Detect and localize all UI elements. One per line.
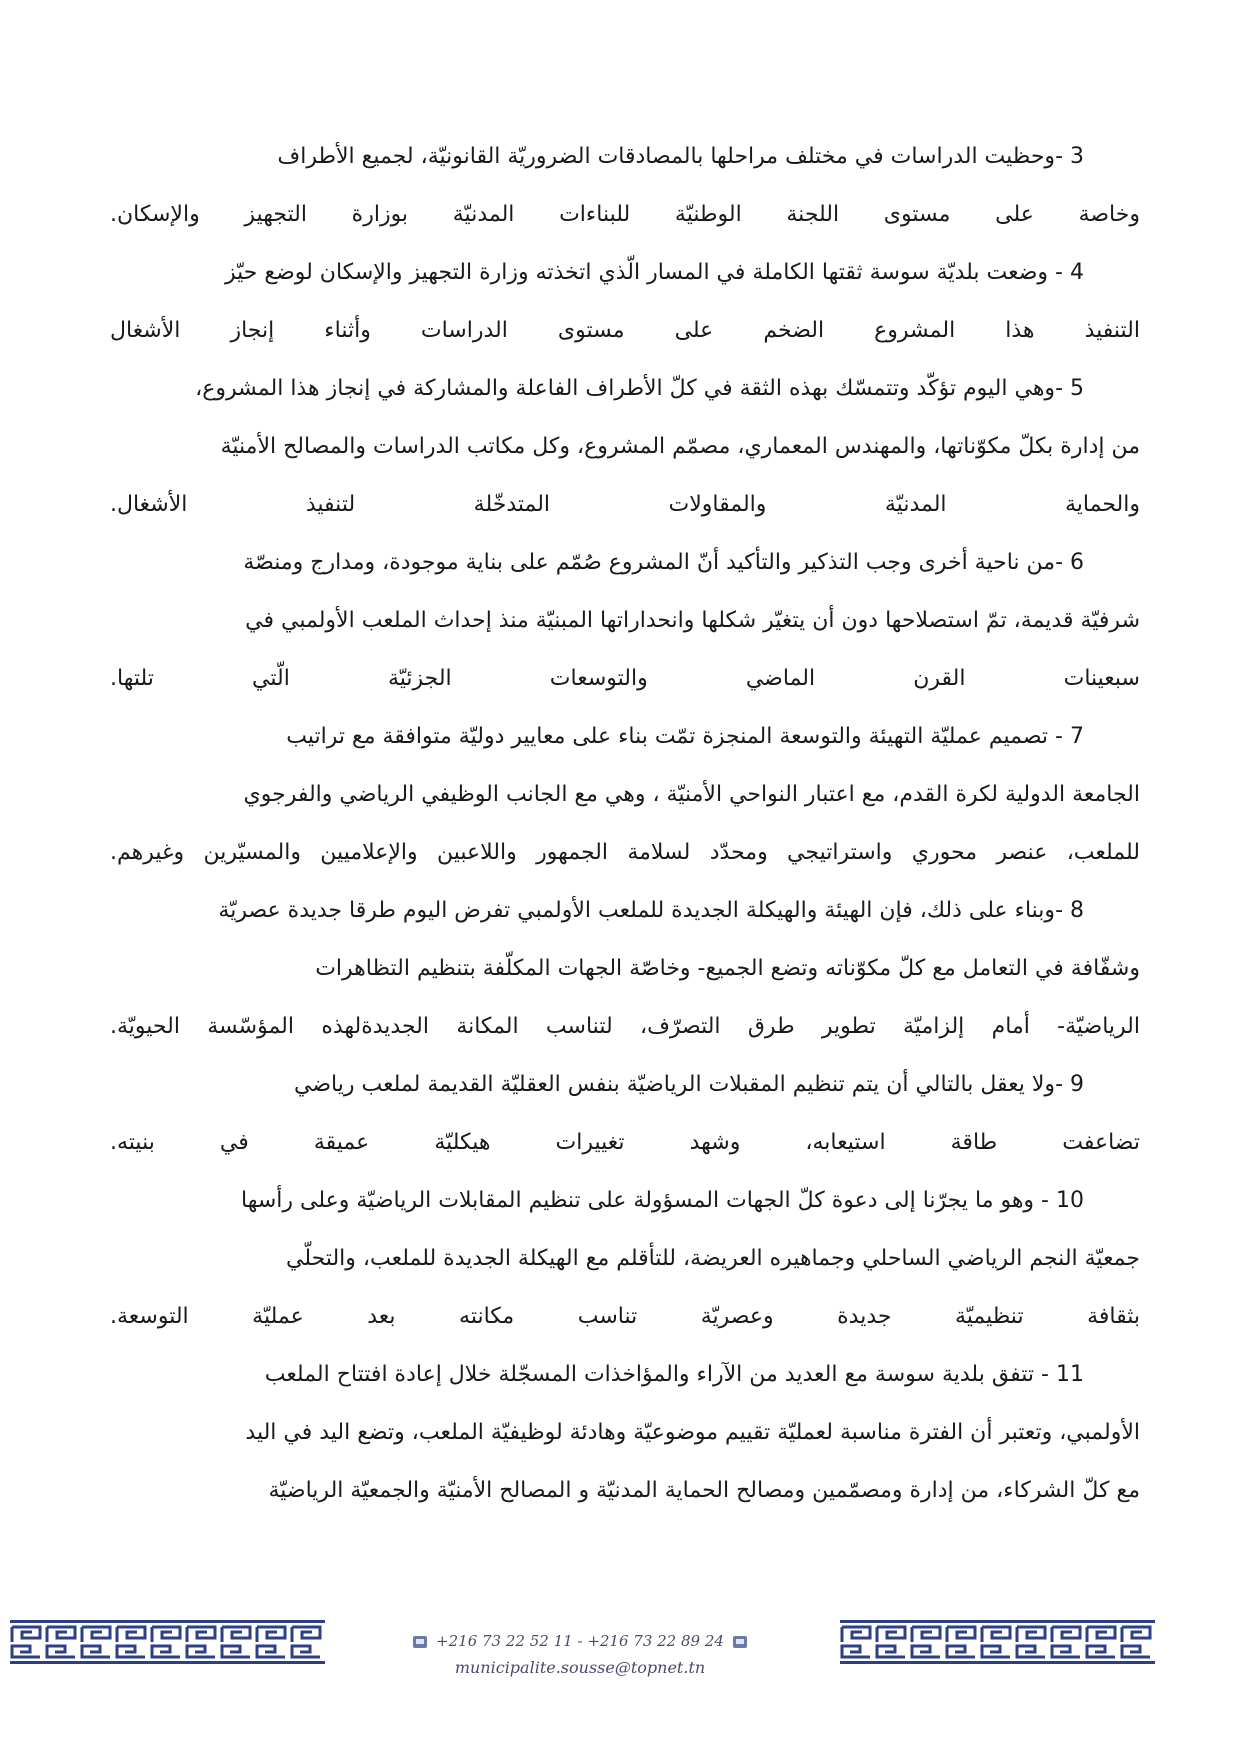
paragraph-5-line-3: والحماية المدنيّة والمقاولات المتدخّلة لتنفيذ الأشغال.: [110, 492, 1140, 517]
email-address: municipalite.sousse@topnet.tn: [454, 1658, 706, 1677]
letter-body: [110, 128, 1140, 1520]
paragraph-8-line-1: 8 -وبناء على ذلك، فإن الهيئة والهيكلة الجديدة للملعب الأولمبي تفرض اليوم طرقا جديدة عصريّة: [218, 898, 1084, 923]
contact-info: [400, 1630, 760, 1680]
paragraph-11-line-2: الأولمبي، وتعتبر أن الفترة مناسبة لعمليّة تقييم موضوعيّة وهادئة لوظيفيّة الملعب، وتضع اليد في اليد: [245, 1420, 1140, 1445]
paragraph-5-line-2: من إدارة بكلّ مكوّناتها، والمهندس المعماري، مصمّم المشروع، وكل مكاتب الدراسات والمصالح الأمنيّة: [220, 434, 1140, 459]
decorative-border-left-icon: [10, 1620, 328, 1664]
paragraph-6-line-3: سبعينات القرن الماضي والتوسعات الجزئيّة الّتي تلتها.: [110, 666, 1140, 691]
phone-2: +216 73 22 89 24: [587, 1632, 724, 1650]
paragraph-4-line-2: التنفيذ هذا المشروع الضخم على مستوى الدراسات وأثناء إنجاز الأشغال: [110, 318, 1140, 343]
phone-1: +216 73 22 52 11: [436, 1632, 573, 1650]
paragraph-10-line-1: 10 - وهو ما يجرّنا إلى دعوة كلّ الجهات المسؤولة على تنظيم المقابلات الرياضيّة وعلى رأسها: [241, 1188, 1084, 1213]
paragraph-9-line-2: تضاعفت طاقة استيعابه، وشهد تغييرات هيكليّة عميقة في بنيته.: [110, 1130, 1140, 1155]
fax-icon: [733, 1636, 747, 1648]
paragraph-7-line-2: الجامعة الدولية لكرة القدم، مع اعتبار النواحي الأمنيّة ، وهي مع الجانب الوظيفي الرياضي والفرجوي: [243, 782, 1140, 807]
paragraph-11-line-3: مع كلّ الشركاء، من إدارة ومصمّمين ومصالح الحماية المدنيّة و المصالح الأمنيّة والجمعيّة الرياضيّة: [268, 1478, 1140, 1503]
paragraph-11-line-1: 11 - تتفق بلدية سوسة مع العديد من الآراء والمؤاخذات المسجّلة خلال إعادة افتتاح الملعب: [264, 1362, 1084, 1387]
paragraph-6-line-1: 6 -من ناحية أخرى وجب التذكير والتأكيد أنّ المشروع صُمّم على بناية موجودة، ومدارج ومنصّة: [243, 550, 1084, 575]
paragraph-7-line-3: للملعب، عنصر محوري واستراتيجي ومحدّد لسلامة الجمهور واللاعبين والإعلاميين والمسيّرين وغيرهم.: [110, 840, 1140, 865]
phone-numbers: [400, 1630, 760, 1652]
paragraph-9-line-1: 9 -ولا يعقل بالتالي أن يتم تنظيم المقبلات الرياضيّة بنفس العقليّة القديمة لملعب رياضي: [294, 1072, 1084, 1097]
paragraph-3-line-1: 3 -وحظيت الدراسات في مختلف مراحلها بالمصادقات الضروريّة القانونيّة، لجميع الأطراف: [277, 144, 1084, 169]
paragraph-8-line-2: وشفّافة في التعامل مع كلّ مكوّناته وتضع الجميع- وخاصّة الجهات المكلّفة بتنظيم التظاهرات: [315, 956, 1140, 981]
paragraph-4-line-1: 4 - وضعت بلديّة سوسة ثقتها الكاملة في المسار الّذي اتخذته وزارة التجهيز والإسكان لوضع حيّز: [224, 260, 1084, 285]
decorative-border-right-icon: [840, 1620, 1158, 1664]
paragraph-3-line-2: وخاصة على مستوى اللجنة الوطنيّة للبناءات المدنيّة بوزارة التجهيز والإسكان.: [110, 202, 1140, 227]
paragraph-7-line-1: 7 - تصميم عمليّة التهيئة والتوسعة المنجزة تمّت بناء على معايير دوليّة متوافقة مع تراتيب: [286, 724, 1084, 749]
paragraph-10-line-2: جمعيّة النجم الرياضي الساحلي وجماهيره العريضة، للتأقلم مع الهيكلة الجديدة للملعب، والتحلّي: [285, 1246, 1140, 1271]
phone-icon: [413, 1636, 427, 1648]
paragraph-8-line-3: الرياضيّة- أمام إلزاميّة تطوير طرق التصرّف، لتناسب المكانة الجديدةلهذه المؤسّسة الحيويّة.: [110, 1014, 1140, 1039]
paragraph-10-line-3: بثقافة تنظيميّة جديدة وعصريّة تناسب مكانته بعد عمليّة التوسعة.: [110, 1304, 1140, 1329]
page-footer: [0, 1604, 1241, 1704]
paragraph-5-line-1: 5 -وهي اليوم تؤكّد وتتمسّك بهذه الثقة في كلّ الأطراف الفاعلة والمشاركة في إنجاز هذا المشروع،: [195, 376, 1084, 401]
phone-separator: -: [577, 1632, 583, 1650]
paragraph-6-line-2: شرفيّة قديمة، تمّ استصلاحها دون أن يتغيّر شكلها وانحداراتها المبنيّة منذ إحداث الملعب الأولمبي في: [245, 608, 1140, 633]
